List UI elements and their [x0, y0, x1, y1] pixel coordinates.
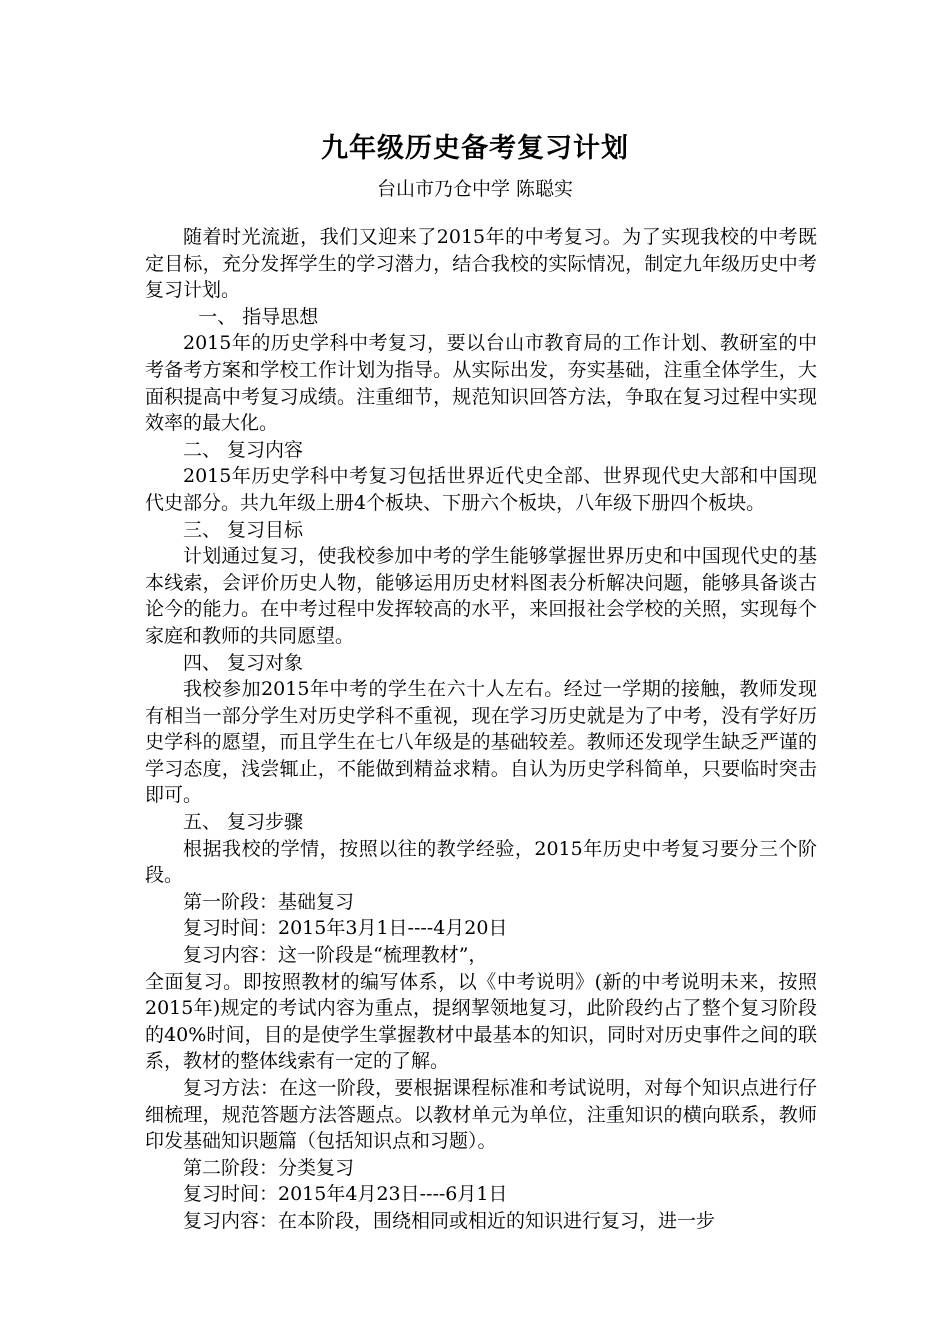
stage-two-content: 复习内容：在本阶段，围绕相同或相近的知识进行复习，进一步: [183, 1209, 716, 1232]
paragraph-guiding-ideas: 2015年的历史学科中考复习，要以台山市教育局的工作计划、教研室的中考备考方案和学校工作计划为指导。从实际出发，夯实基础，注重全体学生，大面积提高中考复习成绩。注重细节，规范知识回答方法，争取在复习过程中实现效率的最大化。: [145, 332, 817, 435]
stage-one-heading: 第一阶段：基础复习: [183, 890, 355, 913]
section-heading-guiding-ideas: 一、 指导思想: [198, 305, 319, 328]
paragraph-review-content: 2015年历史学科中考复习包括世界近代史全部、世界现代史大部和中国现代史部分。共九年级上册4个板块、下册六个板块，八年级下册四个板块。: [145, 465, 817, 514]
document-title: 九年级历史备考复习计划: [321, 133, 629, 164]
paragraph-review-steps: 根据我校的学情，按照以往的教学经验，2015年历史中考复习要分三个阶段。: [145, 837, 817, 887]
section-heading-review-steps: 五、 复习步骤: [183, 811, 304, 834]
section-heading-review-target: 四、 复习对象: [183, 651, 304, 674]
document-body: [145, 224, 817, 1235]
stage-one-time: 复习时间：2015年3月1日----4月20日: [183, 917, 508, 940]
stage-one-content-detail: 全面复习。即按照教材的编写体系，以《中考说明》(新的中考说明未来，按照2015年)规定的考试内容为重点，提纲挈领地复习，此阶段约占了整个复习阶段的40%时间，目的是使学生掌握教材中最基本的知识，同时对历史事件之间的联系，教材的整体线索有一定的了解。: [145, 970, 817, 1073]
stage-one-method: 复习方法：在这一阶段，要根据课程标准和考试说明，对每个知识点进行仔细梳理，规范答题方法答题点。以教材单元为单位，注重知识的横向联系，教师印发基础知识题篇（包括知识点和习题）。: [145, 1077, 817, 1153]
intro-paragraph: 随着时光流逝，我们又迎来了2015年的中考复习。为了实现我校的中考既定目标，充分发挥学生的学习潜力，结合我校的实际情况，制定九年级历史中考复习计划。: [145, 226, 817, 302]
section-heading-review-goals: 三、 复习目标: [183, 518, 304, 541]
section-heading-review-content: 二、 复习内容: [183, 438, 304, 461]
stage-two-heading: 第二阶段：分类复习: [183, 1156, 355, 1179]
paragraph-review-goals: 计划通过复习，使我校参加中考的学生能够掌握世界历史和中国现代史的基本线索，会评价历史人物，能够运用历史材料图表分析解决问题，能够具备谈古论今的能力。在中考过程中发挥较高的水平，来回报社会学校的关照，实现每个家庭和教师的共同愿望。: [145, 545, 817, 647]
paragraph-review-target: 我校参加2015年中考的学生在六十人左右。经过一学期的接触，教师发现有相当一部分学生对历史学科不重视，现在学习历史就是为了中考，没有学好历史学科的愿望，而且学生在七八年级是的基础较差。教师还发现学生缺乏严谨的学习态度，浅尝辄止，不能做到精益求精。自认为历史学科简单，只要临时突击即可。: [145, 678, 817, 807]
stage-one-content: 复习内容：这一阶段是“梳理教材”，: [183, 944, 488, 967]
stage-two-time: 复习时间：2015年4月23日----6月1日: [183, 1183, 508, 1206]
document-author: 台山市乃仓中学 陈聪实: [376, 178, 574, 200]
